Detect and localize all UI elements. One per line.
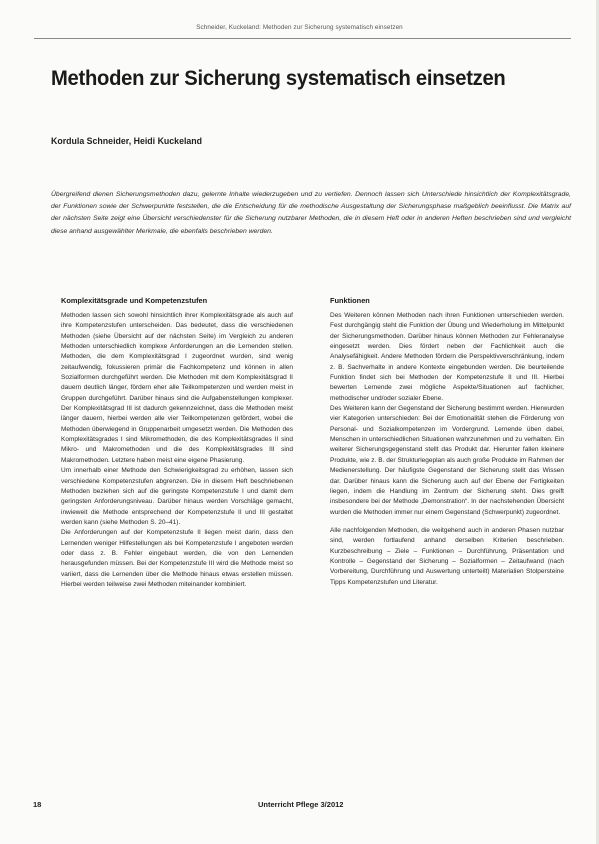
- left-column: [61, 296, 293, 590]
- section-heading-komplexitaetsgrade: Komplexitätsgrade und Kompetenzstufen: [61, 296, 208, 305]
- right-paragraph-2: Des Weiteren kann der Gegenstand der Sicherung bestimmt werden. Hierwurden vier Kategorien unterschieden: Bei der Emotionalität stehen die Förderung von Personal- und Sozialkompetenzen im Vordergrund. Lernende üben dabei, Menschen in unterschiedlichen Situationen wahrzunehmen und zu verhalten. Ein weiterer Sicherungsgegenstand stellt das Produkt dar. Hierunter fallen kleinere Produkte, wie z. B. der Strukturlegeplan als auch große Produkte im Rahmen der Medienerstellung. Der häufigste Gegenstand der Sicherung stellt das Wissen dar. Darüber hinaus kann die Sicherung auch auf der Ebene der Fertigkeiten liegen, indem die Handlung im Zentrum der Sicherung steht. Dies greift insbesondere bei der Methode „Demonstration“. In der nachstehenden Übersicht wurden die Methoden immer nur einem Gegenstand (Schwerpunkt) zugeordnet.: [330, 405, 564, 516]
- right-paragraph-1: Des Weiteren können Methoden nach ihren Funktionen unterschieden werden. Fest durchgängig steht die Funktion der Übung und Wiederholung im Mittelpunkt der Sicherungsmethoden. Darüber hinaus können Methoden zur Fehleranalyse eingesetzt werden. Dies fördert neben der Fachlichkeit auch die Analysefähigkeit. Andere Methoden fördern die Perspektivverschränkung, indem z. B. Sachverhalte in andere Kontexte eingebunden werden. Die beurteilende Funktion findet sich bei Methoden der Kompetenzstufe II und III. Hierbei bewerten Lernende zwei mögliche Aspekte/Situationen auf fachlicher, methodischer und/oder sozialer Ebene.: [330, 312, 564, 402]
- left-paragraph-1: Methoden lassen sich sowohl hinsichtlich ihrer Komplexitätsgrade als auch auf ihre Kompetenzstufen unterscheiden. Das bedeutet, dass die verschiedenen Methoden (siehe Übersicht auf der nächsten Seite) im Vergleich zu anderen Methoden unterschiedlich komplexe Anforderungen an die Lernenden stellen. Methoden, die dem Komplexitätsgrad I zugeordnet wurden, sind wenig zeitaufwendig, fokussieren primär die Fachkompetenz und können in allen Sozialformen durchgeführt werden. Die Methoden mit dem Komplexitätsgrad II dauern deutlich länger, fördern eher alle Teilkompetenzen und werden meist in Gruppen durchgeführt. Darüber hinaus sind die Aufgabenstellungen komplexer. Der Komplexitätsgrad III ist dadurch gekennzeichnet, dass die Methoden meist länger dauern, hierbei werden alle vier Teilkompetenzen gefördert, wobei die Methoden überwiegend in Gruppenarbeit umgesetzt werden. Die Methoden des Komplexitätsgrades I sind Mikromethoden, die des Komplexitätsgrades II sind Mikro- und Makromethoden und die des Komplexitätsgrades III sind Makromethoden. Letztere haben meist eine eigene Phasierung.: [61, 312, 293, 464]
- right-column: [330, 296, 564, 588]
- article-title: Methoden zur Sicherung systematisch einsetzen: [51, 66, 506, 90]
- header-rule: [34, 38, 571, 39]
- left-paragraph-3: Die Anforderungen auf der Kompetenzstufe II liegen meist darin, dass den Lernenden weniger Hilfestellungen als bei Kompetenzstufe I angeboten werden oder dass z. B. Fehler eingebaut werden, die von den Lernenden herausgefunden müssen. Bei der Kompetenzstufe III wird die Methode meist so variiert, dass die Lernenden über die Methode hinaus etwas erstellen müssen. Hierbei werden teilweise zwei Methoden miteinander kombiniert.: [61, 529, 293, 588]
- right-paragraph-3: Alle nachfolgenden Methoden, die weitgehend auch in anderen Phasen nutzbar sind, werden fortlaufend anhand derselben Kriterien beschrieben. Kurzbeschreibung – Ziele – Funktionen – Durchführung, Präsentation und Kontrolle – Gegenstand der Sicherung – Sozialformen – Zeitaufwand (nach Vorbereitung, Durchführung und Auswertung unterteilt) Materialien Stolpersteine Tipps Kompetenzstufen und Literatur.: [330, 526, 564, 586]
- journal-issue: Unterricht Pflege 3/2012: [258, 800, 344, 809]
- section-heading-funktionen: Funktionen: [330, 296, 370, 305]
- page-number: 18: [33, 800, 42, 809]
- intro-paragraph: Übergreifend dienen Sicherungsmethoden dazu, gelernte Inhalte wiederzugeben und zu vertiefen. Dennoch lassen sich Unterschiede hinsichtlich der Komplexitätsgrade, der Funktionen sowie der Schwerpunkte feststellen, die die Entscheidung für die methodische Ausgestaltung der Sicherungsphase maßgeblich beeinflusst. Die Matrix auf der nächsten Seite zeigt eine Übersicht verschiedenster für die Sicherung nutzbarer Methoden, die in diesem Heft oder in anderen Heften beschrieben sind und vergleicht diese anhand ausgewählter Merkmale, die ebenfalls beschrieben werden.: [51, 191, 571, 235]
- article-authors: Kordula Schneider, Heidi Kuckeland: [51, 136, 203, 146]
- left-paragraph-2: Um innerhalb einer Methode den Schwierigkeitsgrad zu erhöhen, lassen sich verschiedene Kompetenzstufen abgrenzen. Die in diesem Heft beschriebenen Methoden beziehen sich auf die geringste Kompetenzstufe I und damit dem geringsten Anforderungsniveau. Darüber hinaus werden Vorschläge gemacht, inwieweit die Methode entsprechend der Kompetenzstufe II und III gestaltet werden kann (siehe Methoden S. 20–41).: [61, 467, 293, 526]
- running-head: Schneider, Kuckeland: Methoden zur Sicherung systematisch einsetzen: [196, 24, 403, 31]
